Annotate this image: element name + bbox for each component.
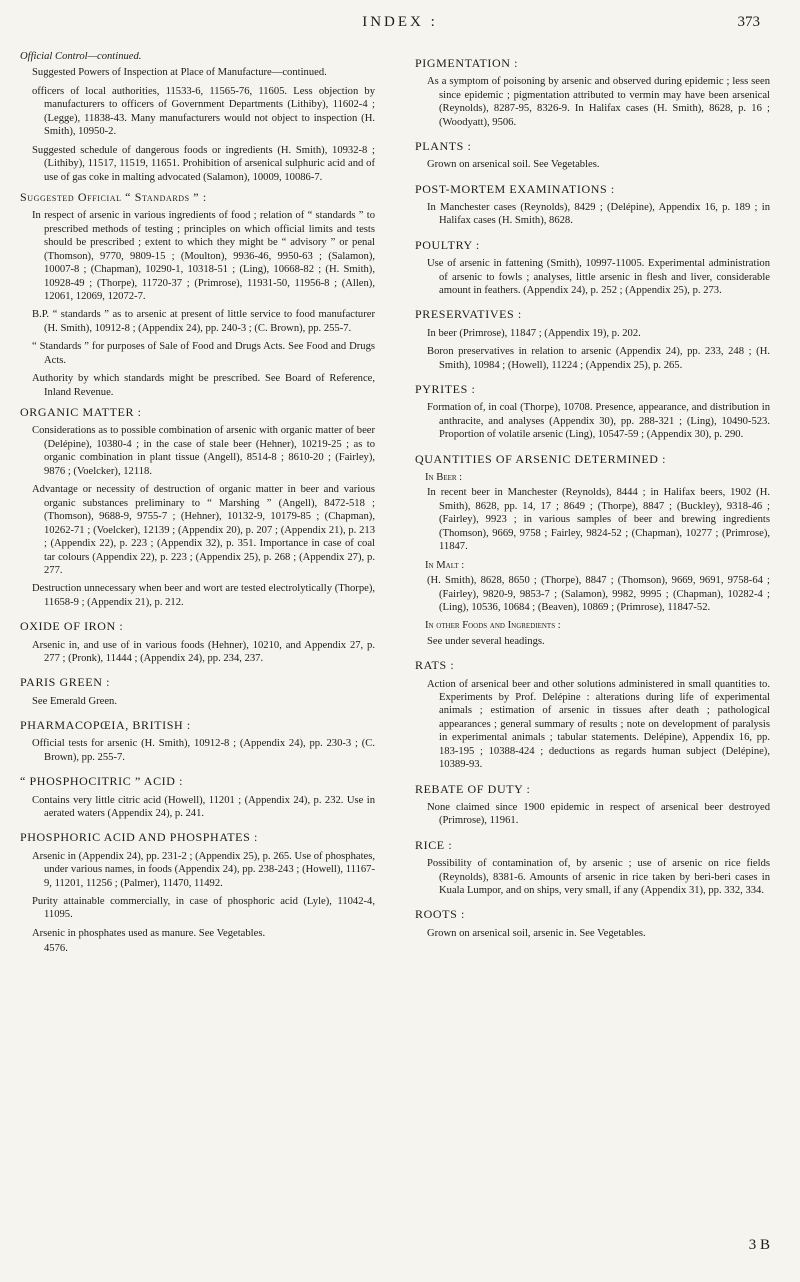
index-entry: Advantage or necessity of destruction of organic matter in beer and various organic substances preliminary to “ Marshing ” (Angell), 8472-518 ; (Thomson), 9688-9, 9755-7 ; (Hehner), 10132-9, 10179-85 ; (Chapman), 10262-71 ; (Voelcker), 12139 ; (Appendix 20), p. 207 ; (Appendix 21), p. 213 ; (Appendix 22), p. 223 ; (Appendix 32), p. 351. Importance in case of coal tar colours (Appendix 22), p. 223 ; (Appendix 25), p. 268 ; (Appendix 27), p. 277. <box>32 484 375 576</box>
index-entry: Grown on arsenical soil. See Vegetables. <box>427 159 600 171</box>
section-pharmacopoeia <box>20 718 375 764</box>
section-rebate <box>415 782 770 828</box>
section-preservatives <box>415 307 770 372</box>
page-header <box>0 14 800 38</box>
subsection-label: In other Foods and Ingredients : <box>425 620 561 632</box>
index-entry: officers of local authorities, 11533-6, 11565-76, 11605. Less objection by manufacturers to officers of Government Departments (Lithiby), 11602-4 ; (Legge), 11838-43. Many manufacturers would not object to inspection (H. Smith), 10950-2. <box>32 85 375 138</box>
subsection <box>415 559 770 615</box>
subsection <box>415 619 770 648</box>
index-entry: As a symptom of poisoning by arsenic and observed during epidemic ; less seen since epidemic ; pigmentation attributed to vermin may have been arsenical (Reynolds), 8287-95, 8326-9. In Halifax cases (H. Smith), 8628, p. 16 ; (Woodyatt), 9506. <box>427 76 770 128</box>
section-title: PARIS GREEN : <box>20 675 111 690</box>
index-entry: Arsenic in, and use of in various foods (Hehner), 10210, and Appendix 27, p. 277 ; (Pronk), 11444 ; (Appendix 24), pp. 234, 237. <box>32 639 375 665</box>
section-post-mortem <box>415 182 770 228</box>
section-pigmentation <box>415 56 770 129</box>
continued-heading: Official Control—continued. <box>20 51 142 62</box>
signature-mark: 3 B <box>748 1237 770 1253</box>
section-title: POULTRY : <box>415 237 480 252</box>
subsection-label: In Malt : <box>425 559 465 571</box>
section-plants <box>415 139 770 172</box>
index-entry: (H. Smith), 8628, 8650 ; (Thorpe), 8847 ; (Thomson), 9669, 9691, 9758-64 ; (Fairley), 9820-9, 9853-7 ; (Salamon), 9982, 9995 ; (Chapman), 10282-4 ; (Ling), 10536, 10684 ; (Beaven), 10869 ; (Primrose), 11847-52. <box>427 575 770 613</box>
index-entry: None claimed since 1900 epidemic in respect of arsenical beer destroyed (Primrose), 11961. <box>427 801 770 827</box>
section-poultry <box>415 238 770 298</box>
section-phosphocitric-acid <box>20 774 375 820</box>
section-title: PLANTS : <box>415 139 472 154</box>
index-entry: Boron preservatives in relation to arsenic (Appendix 24), pp. 233, 248 ; (H. Smith), 10984 ; (Howell), 11224 ; (Appendix 25), p. 265. <box>427 346 770 371</box>
section-rice <box>415 838 770 898</box>
section-oxide-of-iron <box>20 619 375 665</box>
section-title: “ PHOSPHOCITRIC ” ACID : <box>20 774 184 789</box>
section-rats <box>415 658 770 771</box>
section-title: PRESERVATIVES : <box>415 307 522 322</box>
index-entry: Purity attainable commercially, in case of phosphoric acid (Lyle), 11042-4, 11095. <box>32 896 375 921</box>
index-entry: In recent beer in Manchester (Reynolds), 8444 ; in Halifax beers, 1902 (H. Smith), 8628, pp. 14, 17 ; 8649 ; (Thorpe), 8847 ; (Buckley), 9318-46 ; (Fairley), 9923 ; in various samples of beer and brewing ingredients (Thomson), 9669, 9758 ; Fairley, 9824-52 ; (Chapman), 10277 ; (Primrose), 11847. <box>427 487 770 553</box>
index-entry: Use of arsenic in fattening (Smith), 10997-11005. Experimental administration of arsenic to fowls ; analyses, little arsenic in flesh and liver, considerable amount in feathers. (Appendix 24), p. 252 ; (Appendix 25), p. 273. <box>427 258 770 297</box>
index-entry: Considerations as to possible combination of arsenic with organic matter of beer (Delépine), 10380-4 ; in the case of stale beer (Hehner), 10219-25 ; as to organic combination in plant tissue (Angell), 8514-8 ; 8610-20 ; (Fairley), 9876 ; (Voelcker), 12118. <box>32 425 375 477</box>
subsection-title: Suggested Official “ Standards ” : <box>20 190 207 205</box>
subsection <box>415 471 770 554</box>
section-title: POST-MORTEM EXAMINATIONS : <box>415 181 615 196</box>
section-title: PIGMENTATION : <box>415 56 519 70</box>
section-title: QUANTITIES OF ARSENIC DETERMINED : <box>415 451 667 466</box>
index-entry: Contains very little citric acid (Howell), 11201 ; (Appendix 24), p. 232. Use in aerated waters (Appendix 24), p. 241. <box>32 794 375 819</box>
index-entry: Action of arsenical beer and other solutions administered in small quantities to. Experiments by Prof. Delépine : alterations during life of experimental animals ; estimation of arsenic in tissues after death ; pathological appearances ; general summary of results ; note on development of paralysis in experimental animals ; tabular statements. Delépine), Appendix 16, pp. 183-195 ; 10388-424 ; deductions as regards human subject (Delépine), 10389-93. <box>427 678 770 771</box>
section-title: RATS : <box>415 658 455 673</box>
index-entry: Suggested schedule of dangerous foods or ingredients (H. Smith), 10932-8 ; (Lithiby), 11517, 11519, 11651. Prohibition of arsenical sulphuric acid and of use of gas coke in malting advocated (Salamon), 10009, 10086-7. <box>32 144 375 183</box>
subsection-label: In Beer : <box>425 471 463 483</box>
section-title: PHARMACOPŒIA, BRITISH : <box>20 718 191 733</box>
print-code: 4576. <box>44 943 68 955</box>
section-title: ORGANIC MATTER : <box>20 405 142 420</box>
index-title: INDEX : <box>362 14 438 30</box>
right-column <box>415 50 770 950</box>
index-entry: See Emerald Green. <box>32 695 118 707</box>
index-entry: Official tests for arsenic (H. Smith), 10912-8 ; (Appendix 24), pp. 230-3 ; (C. Brown), pp. 255-7. <box>32 738 375 763</box>
left-column <box>20 50 375 966</box>
index-entry: Possibility of contamination of, by arsenic ; use of arsenic on rice fields (Reynolds), 8381-6. Amounts of arsenic in rice taken by beri-beri cases in Kuala Lumpor, and on ships, very small, if any (Appendix 31), pp. 332, 334. <box>427 858 770 897</box>
section-paris-green <box>20 675 375 708</box>
section-quantities <box>415 452 770 649</box>
section-title: PHOSPHORIC ACID AND PHOSPHATES : <box>20 830 258 845</box>
index-entry: Authority by which standards might be prescribed. See Board of Reference, Inland Revenue. <box>32 373 375 398</box>
index-entry: Destruction unnecessary when beer and wort are tested electrolytically (Thorpe), 11658-9 ; (Appendix 21), p. 212. <box>32 583 375 608</box>
index-entry: In beer (Primrose), 11847 ; (Appendix 19), p. 202. <box>427 327 641 339</box>
section-title: OXIDE OF IRON : <box>20 619 124 634</box>
index-entry: B.P. “ standards ” as to arsenic at present of little service to food manufacturer (H. Smith), 10912-8 ; (Appendix 24), pp. 240-3 ; (C. Brown), pp. 255-7. <box>32 309 375 334</box>
index-entry: Arsenic in (Appendix 24), pp. 231-2 ; (Appendix 25), p. 265. Use of phosphates, under various names, in foods (Appendix 24), pp. 238-243 ; (Howell), 11167-9, 11201, 11256 ; (Palmer), 11470, 11492. <box>32 850 375 889</box>
index-entry: In Manchester cases (Reynolds), 8429 ; (Delépine), Appendix 16, p. 189 ; in Halifax cases (H. Smith), 8628. <box>427 201 770 227</box>
index-entry: Formation of, in coal (Thorpe), 10708. Presence, appearance, and distribution in anthracite, and analyses (Appendix 30), pp. 288-321 ; (Ling), 10490-523. Proportion of volatile arsenic (Ling), 10547-59 ; (Appendix 30), p. 290. <box>427 402 770 441</box>
section-organic-matter <box>20 405 375 609</box>
index-entry: Arsenic in phosphates used as manure. See Vegetables. <box>32 927 266 939</box>
section-title: PYRITES : <box>415 382 476 397</box>
section-pyrites <box>415 382 770 442</box>
index-entry: Grown on arsenical soil, arsenic in. See Vegetables. <box>427 927 646 939</box>
index-entry: Suggested Powers of Inspection at Place of Manufacture—continued. <box>32 67 327 79</box>
index-entry: See under several headings. <box>427 635 545 647</box>
index-entry: “ Standards ” for purposes of Sale of Food and Drugs Acts. See Food and Drugs Acts. <box>32 341 375 366</box>
index-entry: In respect of arsenic in various ingredients of food ; relation of “ standards ” to prescribed methods of testing ; principles on which official limits and tests should be prescribed ; extent to which they might be “ advisory ” or penal (Thomson), 9770, 9809-15 ; (Moulton), 9936-46, 9950-63 ; (Salamon), 10007-8 ; (Chapman), 10290-1, 10318-51 ; (Ling), 10668-82 ; (H. Smith), 10928-49 ; (Thorpe), 11720-37 ; (Primrose), 11931-50, 11956-8 ; (Allen), 12061, 12069, 12072-7. <box>32 210 375 303</box>
section-title: REBATE OF DUTY : <box>415 781 531 796</box>
section-title: RICE : <box>415 837 453 852</box>
section-title: ROOTS : <box>415 907 465 922</box>
section-phosphoric-acid <box>20 830 375 955</box>
section-roots <box>415 907 770 940</box>
page-number: 373 <box>737 14 760 30</box>
